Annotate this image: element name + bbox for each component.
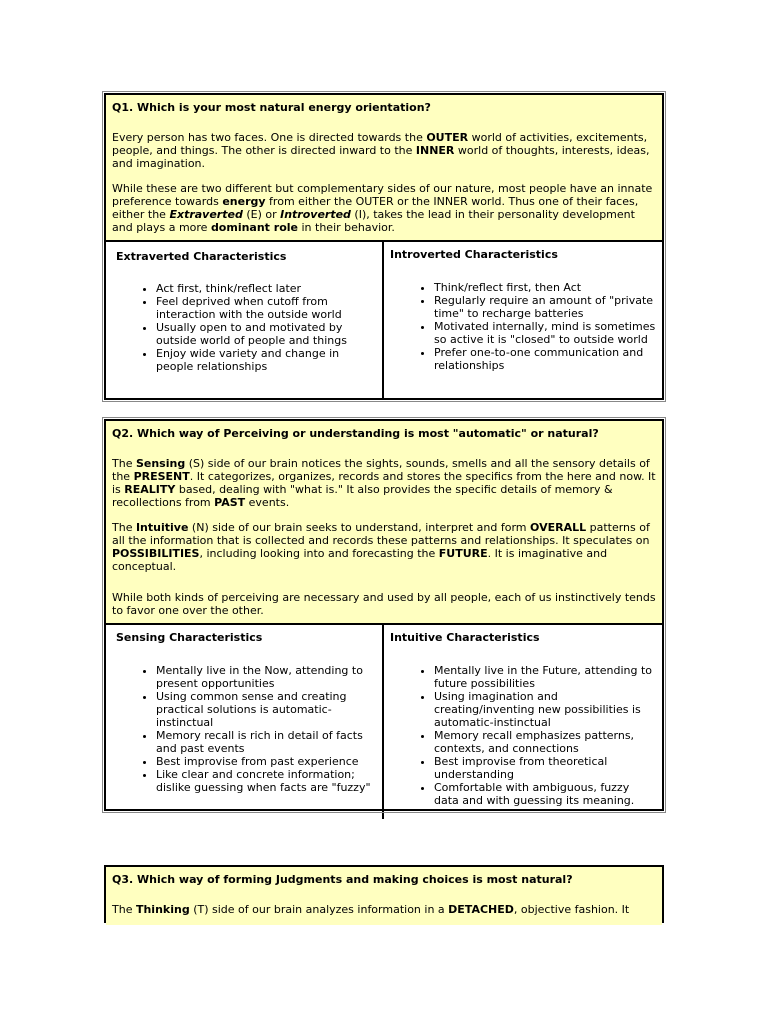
list-item: • Memory recall emphasizes patterns, contexts, and connections (434, 729, 656, 755)
q1-intro (106, 95, 662, 240)
list-item: • Motivated internally, mind is sometimes so active it is "closed" to outside world (434, 320, 656, 346)
list-item: • Prefer one-to-one communication and relationships (434, 346, 656, 372)
q2-title: Q2. Which way of Perceiving or understanding is most "automatic" or natural? (112, 427, 599, 440)
list-item: • Feel deprived when cutoff from interaction with the outside world (156, 295, 376, 321)
q1-section (104, 93, 664, 400)
list-item: • Best improvise from theoretical understanding (434, 755, 656, 781)
list-item: • Using common sense and creating practical solutions is automatic-instinctual (156, 690, 376, 729)
q1-characteristics (106, 240, 662, 398)
q3-title: Q3. Which way of forming Judgments and making choices is most natural? (112, 873, 573, 886)
list-item: • Mentally live in the Now, attending to present opportunities (156, 664, 376, 690)
list-item: • Memory recall is rich in detail of facts and past events (156, 729, 376, 755)
list-item: • Regularly require an amount of "private time" to recharge batteries (434, 294, 656, 320)
list-item: • Act first, think/reflect later (156, 282, 376, 295)
q2-characteristics (106, 623, 662, 819)
q2-paragraph-2: The Intuitive (N) side of our brain seeks to understand, interpret and form OVERALL patterns of all the information that is collected and records these patterns and relationships. It speculates on POSSIBILITIES, including looking into and forecasting the FUTURE. It is imaginative and conceptual. (112, 521, 650, 573)
q1-paragraph-1: Every person has two faces. One is directed towards the OUTER world of activities, excitements, people, and things. The other is directed inward to the INNER world of thoughts, interests, ideas, and imagination. (112, 131, 650, 170)
q2-intro (106, 421, 662, 623)
intuitive-column (384, 625, 662, 819)
intuitive-list (390, 664, 656, 807)
list-item: • Comfortable with ambiguous, fuzzy data and with guessing its meaning. (434, 781, 656, 807)
intuitive-title: Intuitive Characteristics (390, 631, 540, 644)
list-item: • Like clear and concrete information; dislike guessing when facts are "fuzzy" (156, 768, 376, 794)
introverted-title: Introverted Characteristics (390, 248, 558, 261)
q2-paragraph-3: While both kinds of perceiving are necessary and used by all people, each of us instinctively tends to favor one over the other. (112, 591, 656, 617)
sensing-title: Sensing Characteristics (116, 631, 263, 644)
q2-paragraph-1: The Sensing (S) side of our brain notices the sights, sounds, smells and all the sensory details of the PRESENT. It categorizes, organizes, records and stores the specifics from the here and now. It is REALITY based, dealing with "what is." It also provides the specific details of memory & recollections from PAST events. (112, 457, 656, 509)
list-item: • Using imagination and creating/inventing new possibilities is automatic-instinctual (434, 690, 656, 729)
sensing-column (106, 625, 384, 819)
q2-section (104, 419, 664, 811)
list-item: • Think/reflect first, then Act (434, 281, 656, 294)
q1-title: Q1. Which is your most natural energy orientation? (112, 101, 431, 114)
introverted-list (390, 281, 656, 372)
list-item: • Best improvise from past experience (156, 755, 376, 768)
extraverted-list (112, 282, 376, 373)
sensing-list (112, 664, 376, 794)
introverted-column (384, 242, 662, 398)
q3-section (104, 865, 664, 923)
list-item: • Usually open to and motivated by outside world of people and things (156, 321, 376, 347)
q3-paragraph-1: The Thinking (T) side of our brain analyzes information in a DETACHED, objective fashion. It (112, 903, 630, 916)
extraverted-title: Extraverted Characteristics (116, 250, 287, 263)
q1-paragraph-2: While these are two different but complementary sides of our nature, most people have an innate preference towards energy from either the OUTER or the INNER world. Thus one of their faces, either the Extraverted (E) or Introverted (I), takes the lead in their personality development and plays a more dominant role in their behavior. (112, 182, 653, 234)
q3-intro (106, 867, 662, 925)
list-item: • Enjoy wide variety and change in people relationships (156, 347, 376, 373)
extraverted-column (106, 242, 384, 398)
list-item: • Mentally live in the Future, attending to future possibilities (434, 664, 656, 690)
